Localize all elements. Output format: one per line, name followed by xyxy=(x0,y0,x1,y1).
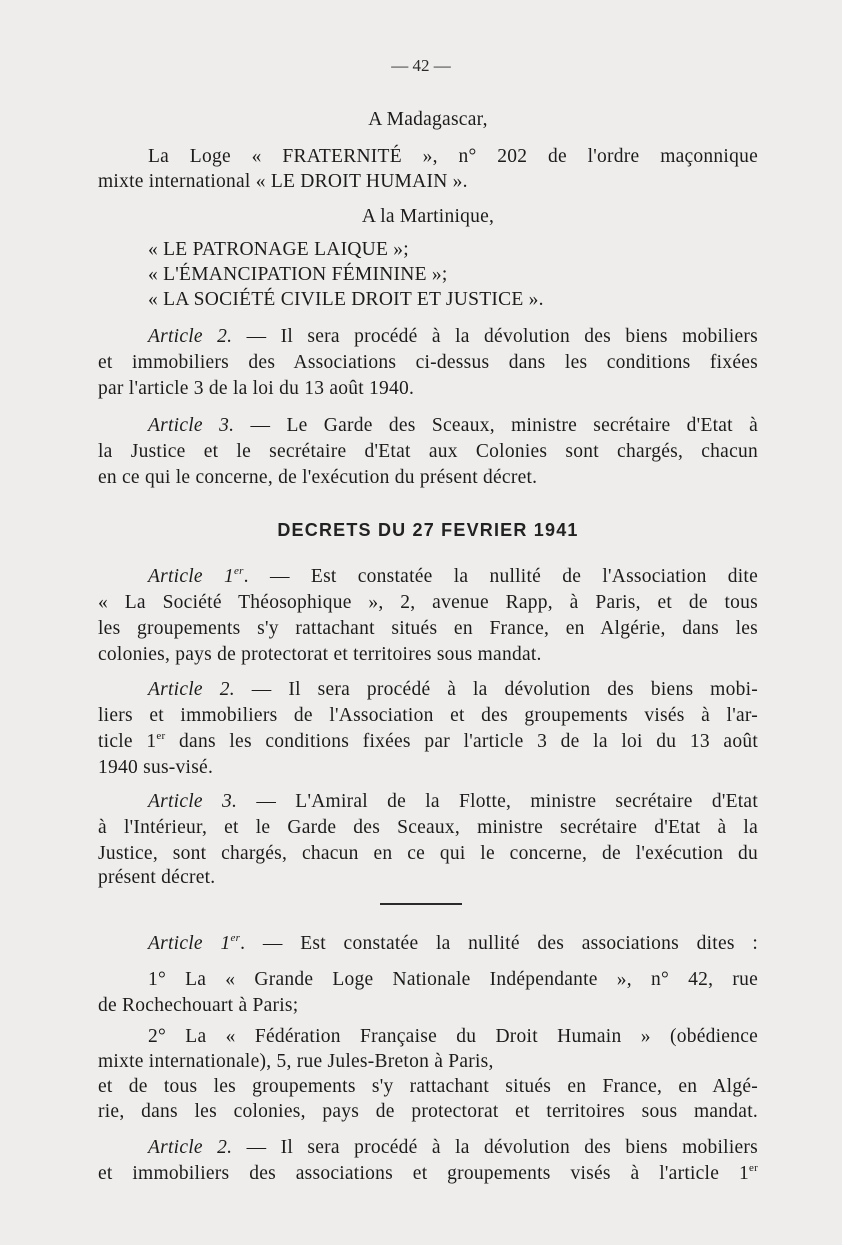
article-text: — Il sera procédé à la dévolution des biens mobi- xyxy=(234,679,758,700)
section-divider xyxy=(380,903,462,905)
text-line: rie, dans les colonies, pays de protectorat et territoires sous mandat. xyxy=(98,1101,758,1122)
text-line: et immobiliers des associations et groupements visés à l'article 1er xyxy=(98,1162,758,1184)
text-line: liers et immobiliers de l'Association et des groupements visés à l'ar- xyxy=(98,705,758,726)
article-text: . — Est constatée la nullité des associations dites : xyxy=(240,933,758,954)
article-label: Article 2. xyxy=(148,679,235,700)
article-text: . — Est constatée la nullité de l'Association dite xyxy=(243,566,758,587)
article-text: — Il sera procédé à la dévolution des biens mobiliers xyxy=(232,326,758,347)
text-line: A la Martinique, xyxy=(361,206,495,227)
article-text: — Le Garde des Sceaux, ministre secrétaire d'Etat à xyxy=(234,415,758,436)
text-line: présent décret. xyxy=(98,867,216,888)
text-line: « LA SOCIÉTÉ CIVILE DROIT ET JUSTICE ». xyxy=(148,289,544,310)
text-line: mixte international « LE DROIT HUMAIN ». xyxy=(98,171,468,192)
text-line: « La Société Théosophique », 2, avenue Rapp, à Paris, et de tous xyxy=(98,592,758,613)
article-text: — Il sera procédé à la dévolution des biens mobiliers xyxy=(232,1137,758,1158)
text-line: les groupements s'y rattachant situés en France, en Algérie, dans les xyxy=(98,618,758,639)
text-line: La Loge « FRATERNITÉ », n° 202 de l'ordre maçonnique xyxy=(148,146,758,167)
section-heading: DECRETS DU 27 FEVRIER 1941 xyxy=(277,520,579,540)
text-line: 2° La « Fédération Française du Droit Humain » (obédience xyxy=(148,1026,758,1047)
text-line: à l'Intérieur, et le Garde des Sceaux, ministre secrétaire d'Etat à la xyxy=(98,817,758,838)
text-line: et immobiliers des Associations ci-dessus dans les conditions fixées xyxy=(98,352,758,373)
text-line: mixte internationale), 5, rue Jules-Breton à Paris, xyxy=(98,1051,494,1072)
article-label: Article 3. xyxy=(148,415,235,436)
article-line xyxy=(148,325,758,349)
text-line: ticle 1er dans les conditions fixées par l'article 3 de la loi du 13 août xyxy=(98,730,758,752)
article-label: Article 1er xyxy=(148,932,241,954)
text-line: en ce qui le concerne, de l'exécution du présent décret. xyxy=(98,467,538,488)
article-line xyxy=(148,1136,758,1160)
text-line: la Justice et le secrétaire d'Etat aux Colonies sont chargés, chacun xyxy=(98,441,758,462)
text-line: et de tous les groupements s'y rattachant situés en France, en Algé- xyxy=(98,1076,758,1097)
text-line: Justice, sont chargés, chacun en ce qui le concerne, de l'exécution du xyxy=(98,843,758,864)
article-label: Article 2. xyxy=(148,326,233,347)
text-line: 1° La « Grande Loge Nationale Indépendante », n° 42, rue xyxy=(148,969,758,990)
article-line xyxy=(148,565,758,589)
article-label: Article 2. xyxy=(148,1137,233,1158)
text-line: de Rochechouart à Paris; xyxy=(98,995,299,1016)
article-label: Article 1er xyxy=(148,565,244,587)
article-line xyxy=(148,678,758,702)
article-line xyxy=(148,932,758,956)
article-line xyxy=(148,414,758,438)
text-line: par l'article 3 de la loi du 13 août 1940. xyxy=(98,378,415,399)
article-line xyxy=(148,790,758,814)
text-line: « LE PATRONAGE LAIQUE »; xyxy=(148,239,409,260)
page-number: — 42 — xyxy=(391,56,451,75)
article-text: — L'Amiral de la Flotte, ministre secrétaire d'Etat xyxy=(237,791,758,812)
text-line: A Madagascar, xyxy=(368,109,488,130)
text-line: 1940 sus-visé. xyxy=(98,757,214,778)
text-line: « L'ÉMANCIPATION FÉMININE »; xyxy=(148,264,448,285)
text-line: colonies, pays de protectorat et territoires sous mandat. xyxy=(98,644,542,665)
article-label: Article 3. xyxy=(148,791,238,812)
